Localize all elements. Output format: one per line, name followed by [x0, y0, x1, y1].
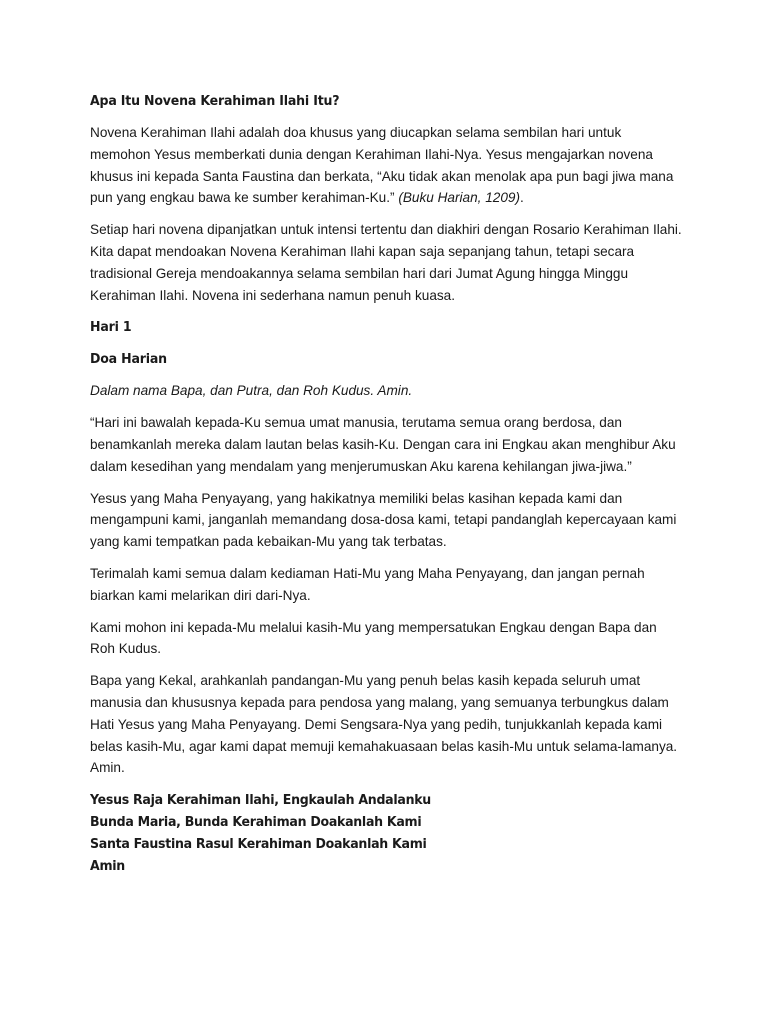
diary-citation: (Buku Harian, 1209) — [398, 190, 520, 206]
prayer-paragraph-2: Terimalah kami semua dalam kediaman Hati-Mu yang Maha Penyayang, dan jangan pernah biarkan kami melarikan diri dari-Nya. — [90, 565, 645, 603]
intro-paragraph-1 — [90, 122, 682, 209]
prayer-heading: Doa Harian — [90, 351, 167, 368]
prayer-paragraph-1: Yesus yang Maha Penyayang, yang hakikatnya memiliki belas kasihan kepada kami dan mengampuni kami, janganlah memandang dosa-dosa kami, tetapi pandanglah kepercayaan kami yang kami tempatkan pada kebaikan-Mu yang tak terbatas. — [90, 490, 677, 550]
intro-paragraph-2: Setiap hari novena dipanjatkan untuk intensi tertentu dan diakhiri dengan Rosario Kerahiman Ilahi. Kita dapat mendoakan Novena Kerahiman Ilahi kapan saja sepanjang tahun, tetapi secara tradisional Gereja mendoakannya selama sembilan hari dari Jumat Agung hingga Minggu Kerahiman Ilahi. Novena ini sederhana namun penuh kuasa. — [90, 222, 682, 303]
document-title: Apa Itu Novena Kerahiman Ilahi Itu? — [90, 93, 340, 109]
closing-invocations — [90, 789, 641, 877]
closing-line: Bunda Maria, Bunda Kerahiman Doakanlah Kami — [90, 814, 422, 831]
intro-paragraph-1-text: Novena Kerahiman Ilahi adalah doa khusus yang diucapkan selama sembilan hari untuk memohon Yesus memberkati dunia dengan Kerahiman Ilahi-Nya. Yesus mengajarkan novena khusus ini kepada Santa Faustina dan berkata, “Aku tidak akan menolak apa pun bagi jiwa mana pun yang engkau bawa ke sumber kerahiman-Ku.” — [90, 125, 674, 206]
document-page — [90, 90, 682, 877]
closing-line: Amin — [90, 858, 125, 875]
prayer-paragraph-4: Bapa yang Kekal, arahkanlah pandangan-Mu yang penuh belas kasih kepada seluruh umat manusia dan khususnya kepada para pendosa yang malang, yang semuanya terbungkus dalam Hati Yesus yang Maha Penyayang. Demi Sengsara-Nya yang pedih, tunjukkanlah kepada kami belas kasih-Mu, agar kami dapat memuji kemahakuasaan belas kasih-Mu untuk selama-lamanya. Amin. — [90, 673, 678, 776]
intro-paragraph-1-end: . — [519, 190, 524, 206]
opening-sign-of-cross: Dalam nama Bapa, dan Putra, dan Roh Kudus. Amin. — [90, 383, 413, 399]
closing-line: Yesus Raja Kerahiman Ilahi, Engkaulah Andalanku — [90, 792, 431, 809]
day-heading: Hari 1 — [90, 319, 132, 336]
closing-line: Santa Faustina Rasul Kerahiman Doakanlah Kami — [90, 836, 427, 853]
jesus-words-quote: “Hari ini bawalah kepada-Ku semua umat manusia, terutama semua orang berdosa, dan benamkanlah mereka dalam lautan belas kasih-Ku. Dengan cara ini Engkau akan menghibur Aku dalam kesedihan yang mendalam yang menjerumuskan Aku karena kehilangan jiwa-jiwa.” — [90, 415, 676, 474]
prayer-paragraph-3: Kami mohon ini kepada-Mu melalui kasih-Mu yang mempersatukan Engkau dengan Bapa dan Roh Kudus. — [90, 619, 657, 657]
